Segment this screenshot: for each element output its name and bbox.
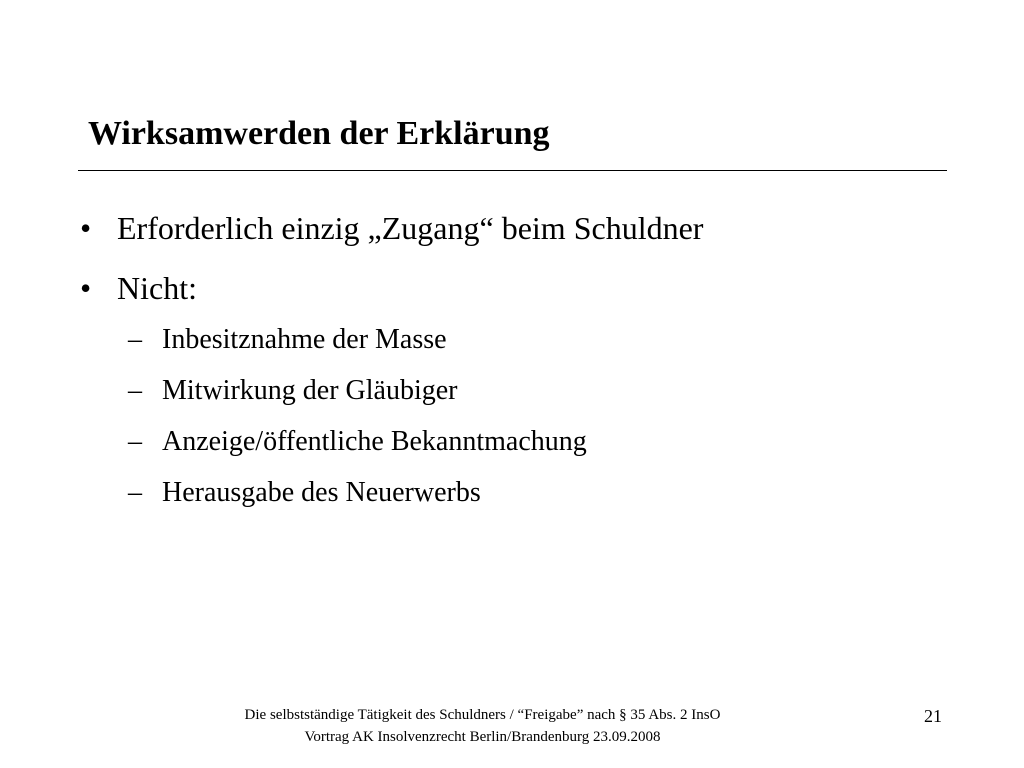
bullet-marker: • [80,210,92,246]
slide-footer [150,704,815,748]
footer-line: Vortrag AK Insolvenzrecht Berlin/Brandenburg 23.09.2008 [304,729,661,745]
sub-bullet-item [128,373,458,409]
slide-title: Wirksamwerden der Erklärung [88,115,550,152]
bullet-text: Nicht: [117,270,197,306]
bullet-item [80,268,197,308]
sub-bullet-marker: – [128,324,142,355]
slide-number: 21 [924,706,942,726]
bullet-marker: • [80,270,92,306]
bullet-text: Erforderlich einzig „Zugang“ beim Schuldner [117,210,704,246]
sub-bullet-text: Inbesitznahme der Masse [162,324,447,355]
footer-line: Die selbstständige Tätigkeit des Schuldners / “Freigabe” nach § 35 Abs. 2 InsO [244,707,721,723]
sub-bullet-item [128,322,447,358]
sub-bullet-marker: – [128,426,142,457]
sub-bullet-marker: – [128,375,142,406]
sub-bullet-marker: – [128,477,142,508]
title-divider [78,170,947,171]
sub-bullet-text: Anzeige/öffentliche Bekanntmachung [162,426,587,457]
bullet-item [80,208,703,248]
sub-bullet-text: Herausgabe des Neuerwerbs [162,477,481,508]
sub-bullet-item [128,475,481,511]
sub-bullet-text: Mitwirkung der Gläubiger [162,375,458,406]
sub-bullet-item [128,424,587,460]
